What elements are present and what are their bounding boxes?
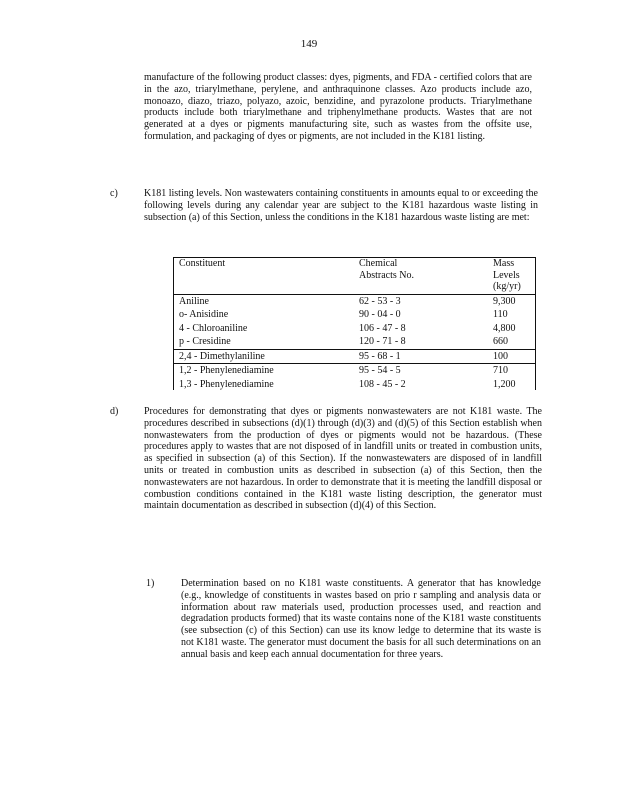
cell-mass: 9,300 bbox=[493, 295, 516, 307]
cell-cas: 95 - 54 - 5 bbox=[359, 365, 401, 376]
cell-constituent: 4 - Chloroaniline bbox=[179, 322, 248, 334]
cell-constituent: Aniline bbox=[179, 295, 209, 307]
header-cas-number: Chemical Abstracts No. bbox=[353, 257, 487, 294]
header-constituent: Constituent bbox=[173, 257, 353, 294]
table-row bbox=[173, 349, 535, 364]
section-d-marker: d) bbox=[110, 406, 119, 417]
intro-paragraph: manufacture of the following product classes: dyes, pigments, and FDA - certified colors that are in the azo, triarylmethane, perylene, and anthraquinone classes. Azo products include azo, monoazo, diazo, triazo, polyazo, azoic, benzidine, and pyrazolone products. Triarylmethane products include both triarylmethane and triphenylmethane products. Wastes that are not generated at a dyes or pigments manufacturing site, such as wastes from the offsite use, formulation, and packaging of dyes or pigments, are not included in the K181 listing. bbox=[144, 72, 532, 142]
table-row bbox=[173, 308, 535, 322]
cell-cas: 90 - 04 - 0 bbox=[359, 309, 401, 320]
cell-constituent: p - Cresidine bbox=[173, 335, 353, 349]
cell-mass: 4,800 bbox=[493, 322, 516, 334]
cell-cas: 62 - 53 - 3 bbox=[359, 295, 401, 307]
table-row bbox=[173, 364, 535, 378]
table-row bbox=[173, 322, 535, 336]
item-1-marker: 1) bbox=[146, 578, 155, 589]
section-c-text: K181 listing levels. Non wastewaters containing constituents in amounts equal to or exceeding the following levels during any calendar year are subject to the K181 hazardous waste listing in subsection (a) of this Section, unless the conditions in the K181 hazardous waste listing are met: bbox=[144, 188, 538, 223]
cell-cas: 120 - 71 - 8 bbox=[353, 335, 487, 349]
cell-mass: 100 bbox=[487, 349, 535, 364]
cell-mass: 660 bbox=[487, 335, 535, 349]
section-c-marker: c) bbox=[110, 188, 118, 199]
cell-constituent: 2,4 - Dimethylaniline bbox=[173, 349, 353, 364]
table-frame-right bbox=[535, 257, 536, 390]
cell-cas: 106 - 47 - 8 bbox=[359, 322, 406, 334]
cell-mass: 110 bbox=[493, 309, 508, 320]
table-row bbox=[173, 378, 535, 392]
table-header-row bbox=[173, 257, 535, 294]
k181-levels-table bbox=[173, 257, 535, 391]
cell-constituent: o- Anisidine bbox=[179, 309, 229, 320]
item-1-text: Determination based on no K181 waste constituents. A generator that has knowledge (e.g., knowledge of constituents in wastes based on prio r sampling and analysis data or information about raw materials used, production processes used, and reaction and degradation products formed) that its waste contains none of the K181 waste constituents (see subsection (c) of this Section) can use its know ledge to determine that its waste is not K181 waste. The generator must document the basis for all such determinations on an annual basis and keep each annual documentation for three years. bbox=[181, 578, 541, 660]
cell-constituent: 1,3 - Phenylenediamine bbox=[179, 378, 274, 390]
table-row bbox=[173, 294, 535, 308]
header-mass-levels: Mass Levels (kg/yr) bbox=[487, 257, 535, 294]
cell-cas: 108 - 45 - 2 bbox=[359, 378, 406, 390]
table-row bbox=[173, 335, 535, 349]
cell-cas: 95 - 68 - 1 bbox=[353, 349, 487, 364]
page-number: 149 bbox=[300, 38, 318, 50]
section-d-text: Procedures for demonstrating that dyes or pigments nonwastewaters are not K181 waste. The procedures described in subsections (d)(1) through (d)(3) and (d)(5) of this Section establish when nonwastewaters from the production of dyes or pigments would not be hazardous. (These procedures apply to wastes that are not disposed of in landfill units or treated in combustion units, as specified in subsection (a) of this Section). If the nonwastewaters are disposed of in landfill units or treated in combustion units as described in subsection (a) of this Section, then the nonwastewaters are not hazardous. In order to demonstrate that it is meeting the landfill disposal or combustion conditions contained in the K181 waste listing description, the generator must maintain documentation as described in subsection (d)(4) of this Section. bbox=[144, 406, 542, 512]
cell-mass: 1,200 bbox=[493, 378, 516, 390]
cell-constituent: 1,2 - Phenylenediamine bbox=[179, 365, 274, 376]
cell-mass: 710 bbox=[493, 365, 508, 376]
